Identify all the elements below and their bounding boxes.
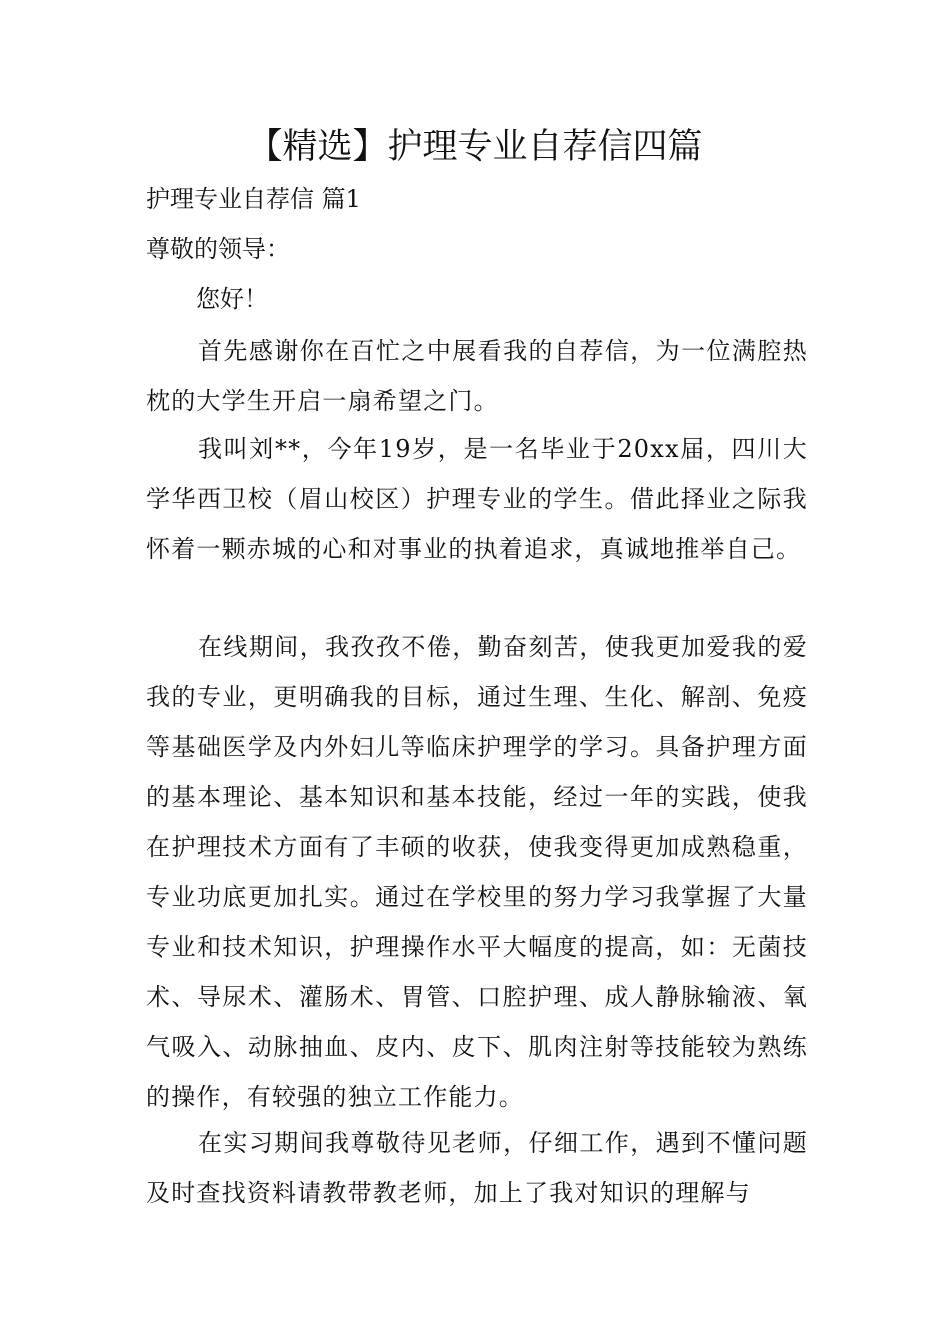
greeting: 您好！ — [196, 285, 268, 313]
paragraph-intro: 首先感谢你在百忙之中展看我的自荐信，为一位满腔热枕的大学生开启一扇希望之门。 — [146, 337, 808, 415]
paragraph-self-introduction: 我叫刘**，今年19岁，是一名毕业于20xx届，四川大学华西卫校（眉山校区）护理专业的学生。借此择业之际我怀着一颗赤城的心和对事业的执着追求，真诚地推举自己。 — [146, 435, 808, 563]
salutation: 尊敬的领导： — [146, 235, 290, 263]
paragraph-internship: 在实习期间我尊敬待见老师，仔细工作，遇到不懂问题及时查找资料请教带教老师，加上了我对知识的理解与 — [146, 1129, 808, 1207]
section-heading: 护理专业自荐信 篇1 — [146, 185, 361, 213]
document-title: 【精选】护理专业自荐信四篇 — [247, 127, 703, 167]
paragraph-study-experience: 在线期间，我孜孜不倦，勤奋刻苦，使我更加爱我的爱我的专业，更明确我的目标，通过生理、生化、解剖、免疫等基础医学及内外妇儿等临床护理学的学习。具备护理方面的基本理论、基本知识和基本技能，经过一年的实践，使我在护理技术方面有了丰硕的收获，使我变得更加成熟稳重，专业功底更加扎实。通过在学校里的努力学习我掌握了大量专业和技术知识，护理操作水平大幅度的提高，如：无菌技术、导尿术、灌肠术、胃管、口腔护理、成人静脉输液、氧气吸入、动脉抽血、皮内、皮下、肌肉注射等技能较为熟练的操作，有较强的独立工作能力。 — [146, 633, 808, 1111]
